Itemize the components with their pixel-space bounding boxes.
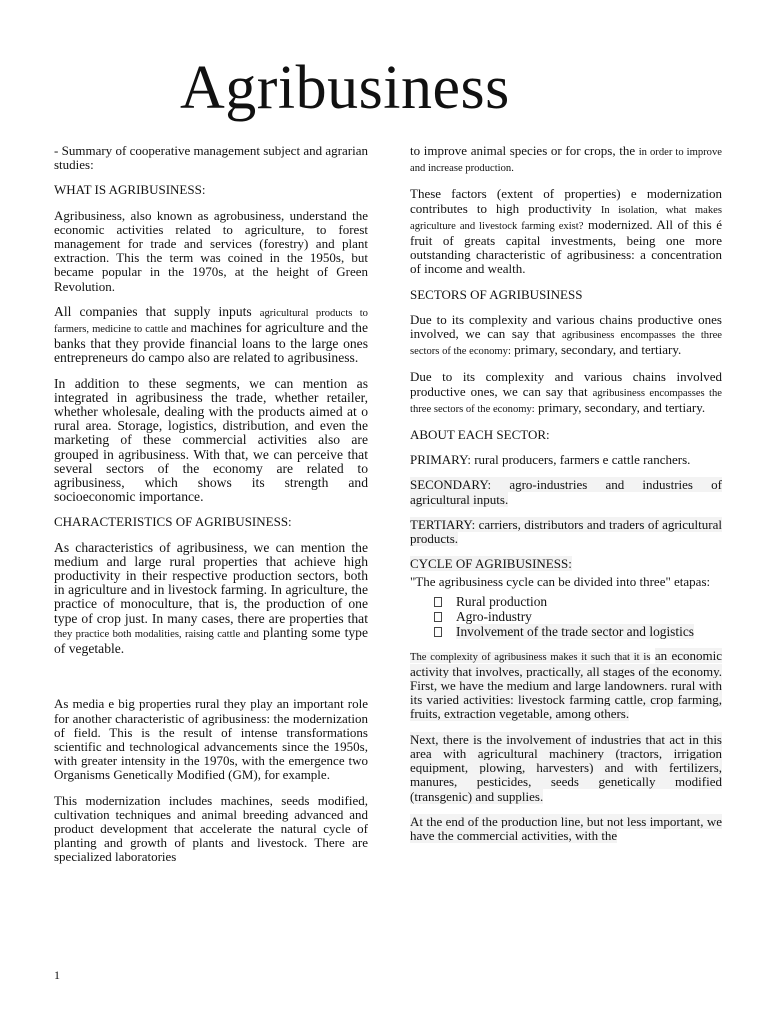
characteristics-line-b: they practice both modalities, raising cattle and [54, 628, 259, 640]
definition-paragraph: Agribusiness, also known as agrobusiness, understand the economic activities related to agriculture, to forest management for trade and services (forestry) and plant extraction. This the term was coined in the 1950s, but became popular in the 1970s, at the height of Green Revolution. [54, 207, 368, 294]
primary-sector: PRIMARY: rural producers, farmers e cattle ranchers. [410, 452, 691, 468]
machines-paragraph: This modernization includes machines, seeds modified, cultivation techniques and animal breeding advanced and product development that accelerate the natural cycle of planting and growth of plants and livestock. There are specialized laboratories [54, 792, 368, 865]
left-column [54, 144, 368, 876]
laboratories-paragraph [410, 144, 722, 176]
industries-paragraph [410, 733, 722, 804]
right-column [410, 144, 722, 854]
factors-line-b: In isolation, what makes agriculture and livestock farming exist? [410, 204, 722, 232]
heading-sectors: SECTORS OF AGRIBUSINESS [410, 286, 583, 302]
complexity-line-b: an economic activity that involves, practically, all stages of the economy. First, we have the medium and large landowners. rural with its varied activities: livestock farming cattle, crop farming, fruits, extraction vegetable, among others. [410, 647, 723, 722]
cycle-intro: "The agribusiness cycle can be divided into three" etapas: [410, 574, 711, 590]
complexity-paragraph [410, 649, 722, 722]
list-item-text: Agro-industry [456, 608, 532, 624]
cycle-stages-list [410, 594, 722, 639]
companies-line-a: All companies that supply inputs [54, 303, 252, 319]
list-item-text: Involvement of the trade sector and logistics [456, 623, 694, 639]
sectors-1-line-a: Due to its complexity and various chains productive ones involved, we can say that [410, 311, 722, 342]
laboratories-line-b: in order to improve and increase production. [410, 147, 722, 175]
secondary-sector [410, 478, 722, 506]
list-item [434, 594, 722, 609]
companies-paragraph [54, 305, 368, 366]
sectors-2-line-a: Due to its complexity and various chains involved productive ones, we can say that [410, 369, 722, 399]
bullet-box-icon [434, 597, 442, 607]
companies-line-b: agricultural products to farmers, medicine to cattle and [54, 307, 368, 336]
heading-what-is-agribusiness: WHAT IS AGRIBUSINESS: [54, 182, 206, 198]
sectors-paragraph-2 [410, 370, 722, 417]
list-item [434, 609, 722, 624]
sectors-2-line-b: agribusiness encompasses the three sectors of the economy: [410, 387, 722, 415]
laboratories-line-a: to improve animal species or for crops, the [410, 143, 636, 158]
characteristics-line-a: As characteristics of agribusiness, we can mention the medium and large rural properties that achieve high productivity in their respective production sectors, both in agriculture and in livestock farming. In agriculture, the practice of monoculture, that is, the production of one type of crop just. In many cases, there are properties that [54, 539, 368, 626]
heading-cycle [410, 557, 722, 571]
heading-cycle-text: CYCLE OF AGRIBUSINESS: [410, 556, 572, 572]
tertiary-sector-text: TERTIARY: carriers, distributors and traders of agricultural products. [410, 516, 722, 547]
bullet-box-icon [434, 627, 442, 637]
sectors-1-line-b: agribusiness encompasses the three sectors of the economy: [410, 330, 722, 358]
segments-paragraph: In addition to these segments, we can mention as integrated in agribusiness the trade, whether retailer, whether wholesale, dealing with the products aimed at o rural area. Storage, logistics, distribution, and even the marketing of these commercial activities also are grouped in agribusiness. With that, we can perceive that several sectors of the economy are related to agribusiness, which shows its strength and socioeconomic importance. [54, 375, 368, 505]
complexity-line-a: The complexity of agribusiness makes it such that it is [410, 651, 651, 663]
tertiary-sector [410, 518, 722, 546]
page-title: Agribusiness [180, 54, 510, 122]
commercial-text: At the end of the production line, but not less important, we have the commercial activities, with the [410, 813, 722, 843]
spacer [54, 667, 368, 697]
factors-paragraph [410, 187, 722, 276]
bullet-box-icon [434, 612, 442, 622]
commercial-paragraph [410, 815, 722, 843]
modernization-paragraph: As media e big properties rural they play an important role for another characteristic of agribusiness: the modernization of field. This is the result of intense transformations scientific and technological advancements since the 1950s, with greater intensity in the 1970s, with the emergence two Organisms Genetically Modified (GM), for example. [54, 696, 368, 783]
sectors-1-line-c: primary, secondary, and tertiary. [514, 342, 682, 358]
factors-line-c: modernized. All of this é fruit of greats capital investments, being one more outstanding characteristic of agribusiness: a concentration of income and wealth. [410, 216, 723, 277]
heading-about-each-sector: ABOUT EACH SECTOR: [410, 427, 550, 443]
heading-characteristics: CHARACTERISTICS OF AGRIBUSINESS: [54, 514, 292, 530]
secondary-sector-text: SECONDARY: agro-industries and industries of agricultural inputs. [410, 477, 722, 507]
characteristics-paragraph [54, 541, 368, 657]
factors-line-a: These factors (extent of properties) e modernization contributes to high productivity [410, 186, 722, 216]
list-item-text: Rural production [456, 593, 548, 609]
characteristics-line-c: planting some type of vegetable. [54, 624, 368, 657]
page-number: 1 [54, 968, 60, 982]
intro-paragraph: - Summary of cooperative management subject and agrarian studies: [54, 143, 368, 173]
sectors-paragraph-1 [410, 313, 722, 360]
industries-text: Next, there is the involvement of industries that act in this area with agricultural machinery (tractors, irrigation equipment, plowing, harvesters) and with fertilizers, manures, pesticides, seeds genetically modified (transgenic) and supplies. [410, 731, 722, 804]
list-item [434, 624, 722, 639]
sectors-2-line-c: primary, secondary, and tertiary. [537, 399, 706, 415]
companies-line-c: machines for agriculture and the banks that they provide financial loans to the large ones entrepreneurs do campo also are related to agribusiness. [54, 320, 368, 366]
